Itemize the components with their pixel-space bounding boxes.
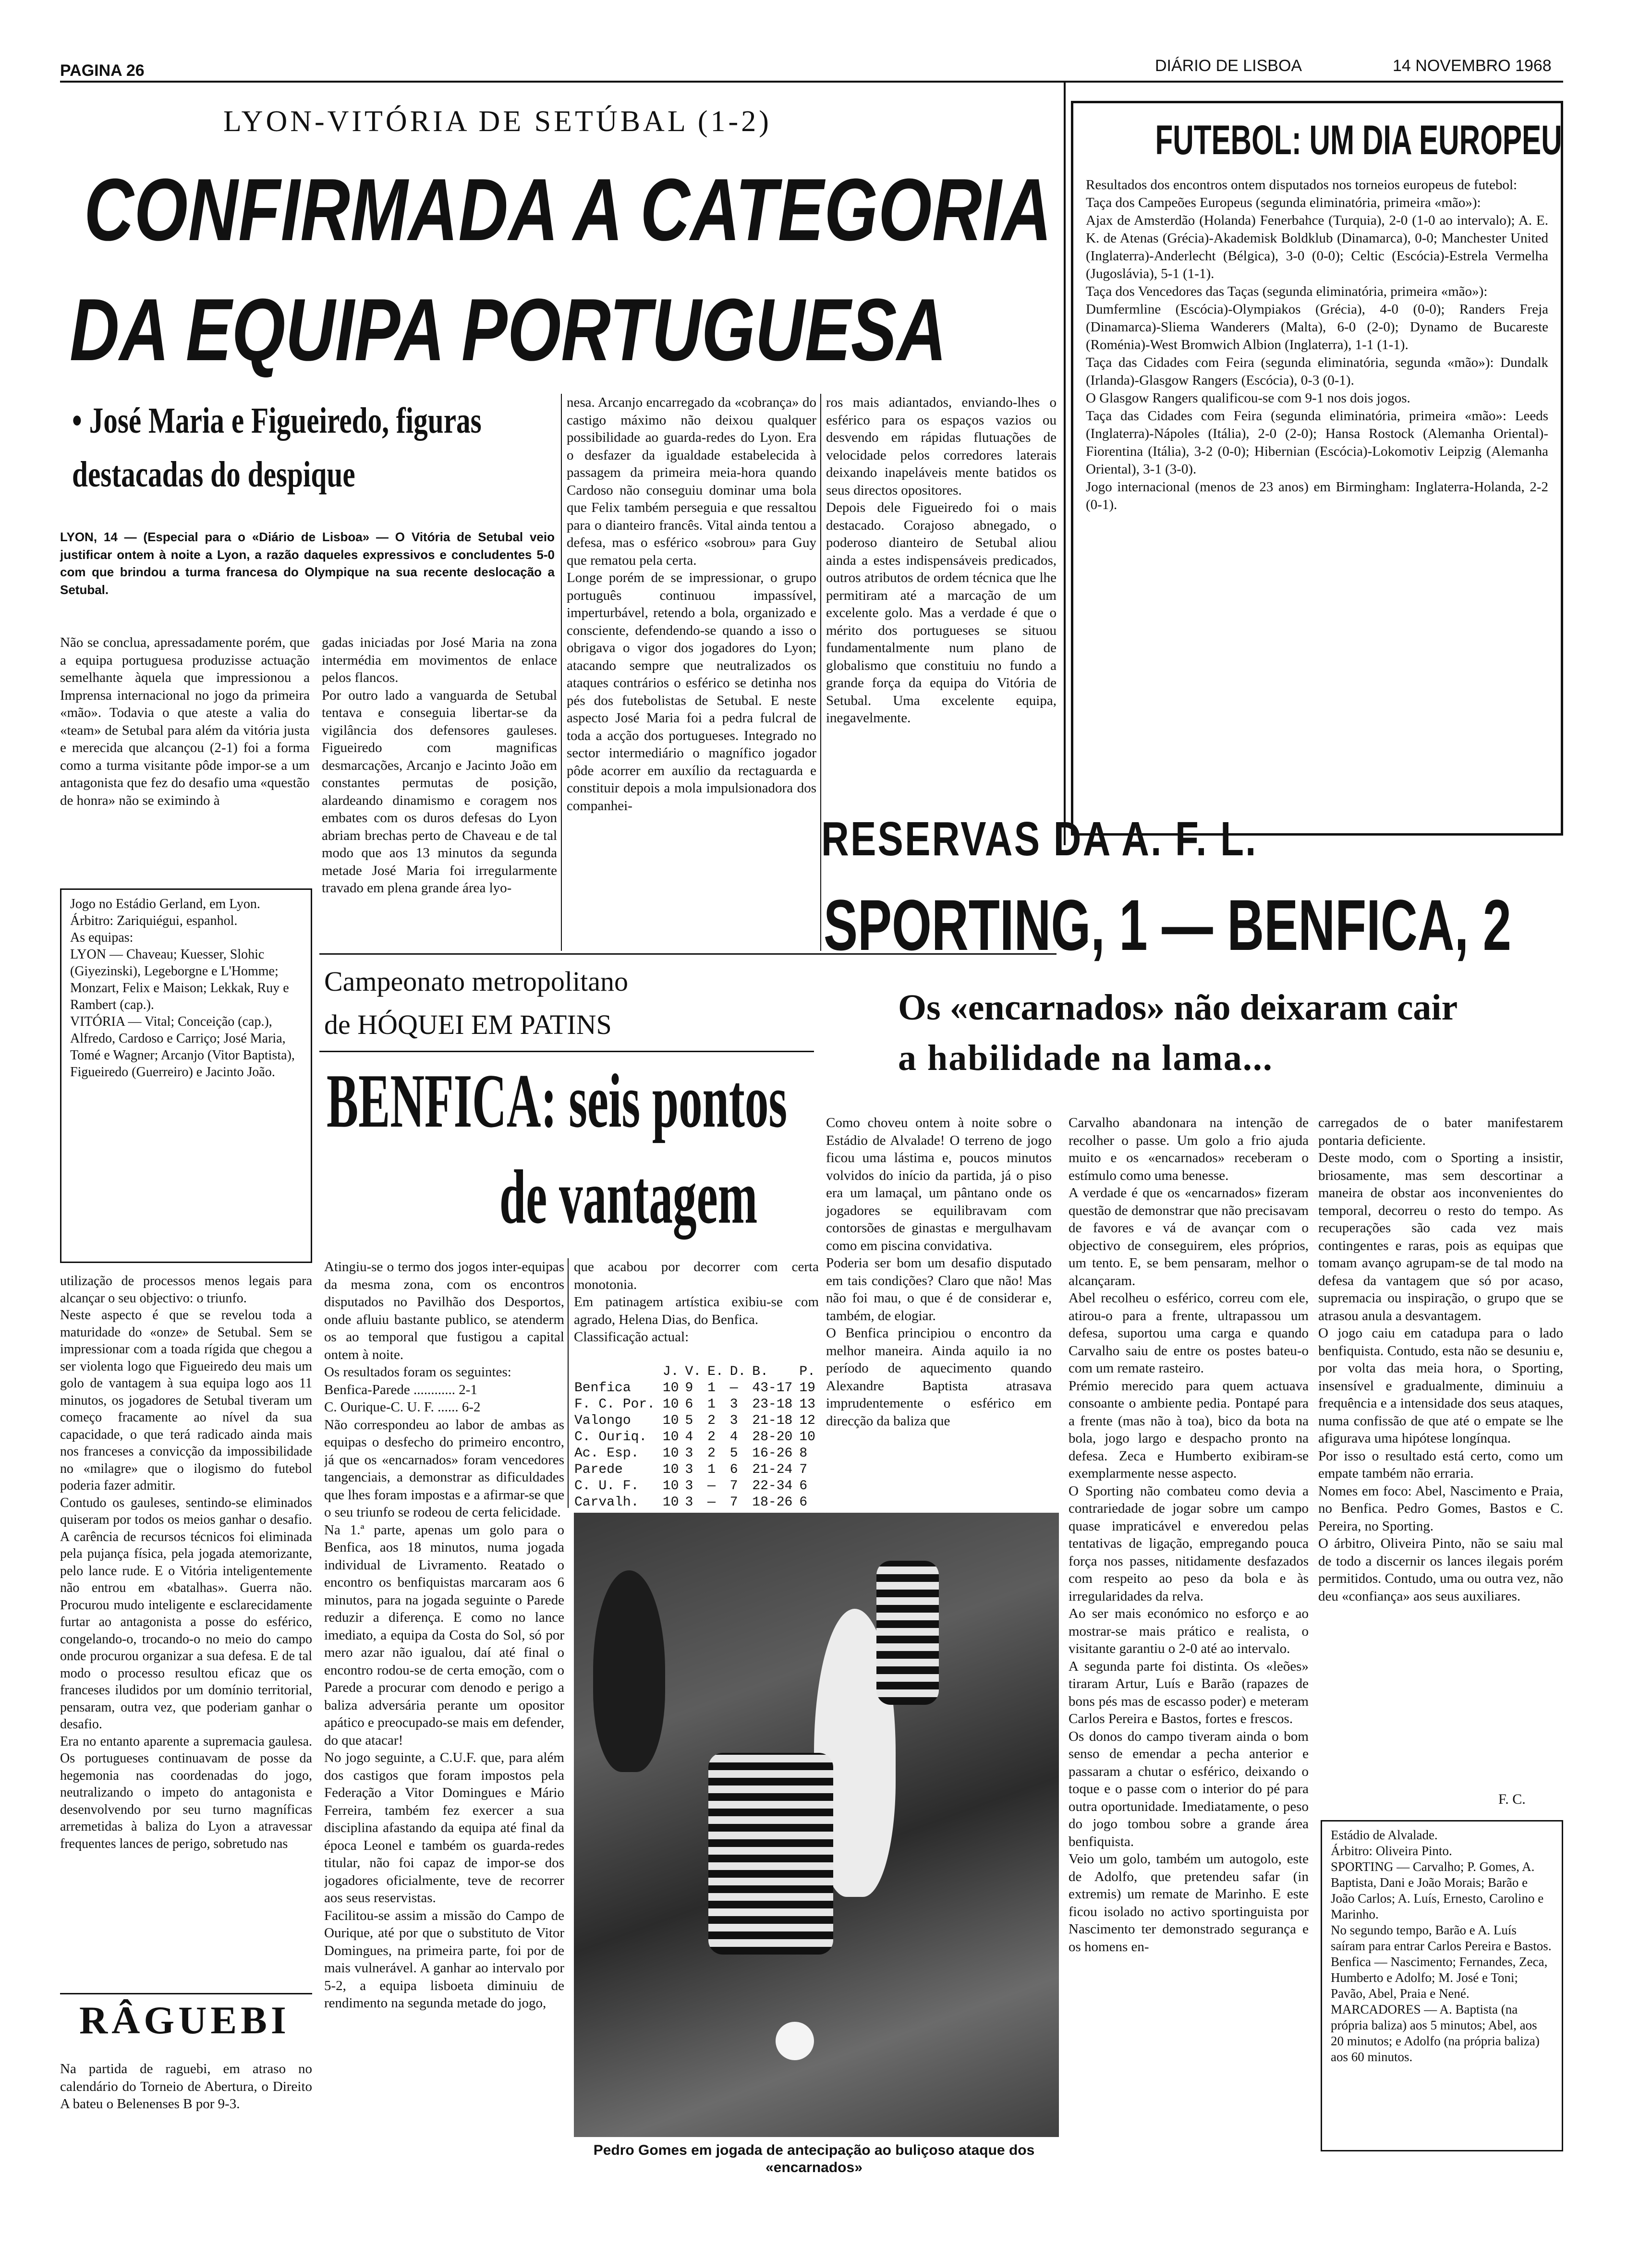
page-number: PAGINA 26 xyxy=(60,61,145,80)
standings-row xyxy=(571,1462,819,1478)
player-figure xyxy=(708,1753,833,1955)
header-rule xyxy=(60,81,1563,83)
ball xyxy=(776,2022,814,2060)
match-photo xyxy=(574,1513,1059,2137)
hoquei-kicker-1: Campeonato metropolitano xyxy=(324,966,629,997)
th-team xyxy=(571,1364,660,1380)
cell-played: 10 xyxy=(662,1381,679,1396)
cell-points: 6 xyxy=(799,1495,808,1510)
standings-row xyxy=(571,1494,819,1511)
afl-column-2: Carvalho abandonara na intenção de recolher o passe. Um golo a frio ajuda muito e os «encarnados» receberam o estímulo como uma benesse. A verdade é que os «encarnados» fizeram questão de demonstrar que não precisavam de favores e vá de avançar com o objectivo de conseguirem, eles próprios, um tento. E, se bem pensaram, melhor o alcançaram. Abel recolheu o esférico, correu com ele, atirou-o para a frente, ultrapassou um defesa, suportou uma carga e quando Carvalho saiu de entre os postes bateu-o com um remate rasteiro. Prémio merecido para quem actuava consoante o ambiente pedia. Pontapé para a frente (mas não à toa), bico da bota na bola, jogo largo e despacho pronto na defesa. Zeca e Humberto exibiram-se exemplarmente nesse aspecto. O Sporting não combateu como devia a contrariedade de jogar sobre um campo quase impraticável e enveredou pelas tentativas de ligação, empregando pouca força nos passes, nitidamente desfazados com respeito ao peso da bola e às irregularidades da relva. Ao ser mais económico no esforço e ao mostrar-se mais prático e realista, o visitante garantiu o 2-0 até ao intervalo. A segunda parte foi distinta. Os «leões» tiraram Artur, Luís e Barão (rapazes de bons pés mas de escasso poder) e meteram Carlos Pereira e Bastos, fortes e frescos. Os donos do campo tiveram ainda o bom senso de emendar a pecha anterior e passaram a chutar o esférico, deixando o toque e o passe com o interior do pé para outra oportunidade. Imediatamente, o peso do jogo tombou sobre a grande área benfiquista. Veio um golo, também um autogolo, este de Adolfo, que pretendeu safar (in extremis) um remate de Marinho. E este ficou isolado no activo sportinguista por Nascimento ter demonstrado segurança e os homens en- xyxy=(1069,1115,1309,1955)
cell-points: 8 xyxy=(799,1446,808,1461)
hoquei-column-1: Atingiu-se o termo dos jogos inter-equipas da mesma zona, com os encontros disputados no Pavilhão dos Desportos, onde afluiu bastante publico, se atenderm os ao temporal que fustigou a capital ontem à noite. Os resultados foram os seguintes: Benfica-Parede ............ 2-1 C. Ourique-C. U. F. ...... 6-2 Não correspondeu ao labor de ambas as equipas o desfecho do primeiro encontro, já que os «encarnados» foram vencedores tangenciais, a demonstrar as dificuldades que lhes foram impostas e a afirmar-se que o seu triunfo se rodeou de certa felicidade. Na 1.ª parte, apenas um golo para o Benfica, aos 18 minutos, numa jogada individual de Livramento. Reatado o encontro os benfiquistas marcaram aos 6 minutos, para na jogada seguinte o Parede reduzir a diferença. E como no lance imediato, a equipa da Costa do Sol, só por mero azar não igualou, daí até final o encontro rodou-se de certa emoção, com o Parede a procurar com denodo e perigo a baliza adversária perante um opositor apático e preocupado-se mais em defender, do que atacar! No jogo seguinte, a C.U.F. que, para além dos castigos que foram impostos pela Federação a Vitor Domingues e Mário Ferreira, também fez exercer a sua disciplina afastando da equipa até final da época Leonel e também os guarda-redes titular, não foi capaz de impor-se dos jogadores oficialmente, teve de recorrer aos seus reservistas. Facilitou-se assim a missão do Campo de Ourique, até por que o substituto de Vitor Domingues, na primeira parte, foi por de mais vulnerável. A ganhar ao intervalo por 5-2, a equipa lisboeta diminuiu de rendimento na segunda metade do jogo, xyxy=(324,1259,564,2011)
cell-points: 12 xyxy=(799,1413,815,1428)
cell-lost: 3 xyxy=(729,1397,738,1412)
hoquei-headline-2: de vantagem xyxy=(499,1154,758,1239)
lyon-column-1: Não se conclua, apressadamente porém, que a equipa portuguesa produzisse actuação semelhante àquela que impressionou a Imprensa internacional no jogo da primeira «mão». Todavia o que ateste a valia do «team» de Setubal para além da vitória justa e merecida que alcançou (2-1) foi a forma como a turma visitante pôde impor-se a um antagonista que fez do desafio uma «questão de honra» não se eximindo à xyxy=(60,635,310,808)
afl-kicker: RESERVAS DA A. F. L. xyxy=(821,812,1258,866)
europe-box xyxy=(1071,101,1563,836)
europe-side-rule xyxy=(1064,82,1066,845)
cell-played: 10 xyxy=(662,1446,679,1461)
standings-row xyxy=(571,1478,819,1494)
cell-goals: 23-18 xyxy=(752,1397,793,1412)
afl-signature: F. C. xyxy=(1498,1791,1526,1807)
standings-row xyxy=(571,1397,819,1413)
cell-goals: 28-20 xyxy=(752,1430,793,1445)
photo-caption: Pedro Gomes em jogada de antecipação ao buliçoso ataque dos «encarnados» xyxy=(593,2142,1035,2175)
lyon-column-1b: utilização de processos menos legais para alcançar o seu objectivo: o triunfo. Neste aspecto é que se revelou toda a maturidade do «onze» de Setubal. Sem se impressionar com a toada rígida que chegou a ser violenta logo que Figueiredo deu mais um golo de vantagem à sua equipa logo aos 11 minutos, os jogadores de Setubal tiveram um começo fracamente ao nível da sua capacidade, o que terá radicado ainda mais nos franceses a convicção da impossibilidade no «milagre» que o ilogismo do futebol poderia fazer admitir. Contudo os gauleses, sentindo-se eliminados quiseram por todos os meios ganhar o desafio. A carência de recursos técnicos foi eliminada pela pujança física, pela jogada atemorizante, pelo lance rude. E o Vitória inteligentemente não entrou em «batalhas». Guerra não. Procurou mudo inteligente e esclarecidamente furtar ao antagonista a posse do esférico, congelando-o, trocando-o no meio do campo onde procurou organizar a sua defesa. E de tal modo o processo resultou eficaz que os franceses iludidos por um domínio territorial, pensaram, outra vez, que poderiam ganhar o desafio. Era no entanto aparente a supremacia gaulesa. Os portugueses continuavam de posse da hegemonia nas coordenadas do jogo, neutralizando o impeto do antagonista e desenvolvendo por seu turno magníficas arremetidas à baliza do Lyon a atravessar frequentes lances de perigo, sobretudo nas xyxy=(60,1274,312,1851)
cell-lost: 5 xyxy=(729,1446,738,1461)
cell-won: 3 xyxy=(685,1446,693,1461)
lyon-subheadline: • José Maria e Figueiredo, figuras destacadas do despique xyxy=(72,401,482,495)
th-won: V. xyxy=(685,1364,702,1379)
cell-points: 13 xyxy=(799,1397,815,1412)
cell-played: 10 xyxy=(662,1430,679,1445)
afl-headline: SPORTING, 1 — BENFICA, 2 xyxy=(824,885,1512,965)
cell-won: 3 xyxy=(685,1462,693,1477)
lyon-headline-1: CONFIRMADA A CATEGORIA xyxy=(84,160,1052,259)
cell-played: 10 xyxy=(662,1397,679,1412)
hoquei-headline-1: BENFICA: seis pontos xyxy=(327,1058,788,1143)
cell-drawn: 2 xyxy=(707,1446,716,1461)
cell-lost: 3 xyxy=(729,1413,738,1428)
newspaper-name: DIÁRIO DE LISBOA xyxy=(1155,57,1302,75)
column-rule xyxy=(561,394,562,951)
europe-text: Resultados dos encontros ontem disputados nos torneios europeus de futebol: Taça dos Campeões Europeus (segunda eliminatória, primeira «mão»): Ajax de Amsterdão (Holanda) Fenerbahce (Turquia), 2-0 (1-0 ao intervalo); A. E. K. de Atenas (Grécia)-Akademisk Boldklub (Dinamarca), 0-0; Manchester United (Inglaterra)-Anderlecht (Bélgica), 3-0 (0-0); Celtic (Escócia)-Estrela Vermelha (Jugoslávia), 5-1 (1-1). Taça dos Vencedores das Taças (segunda eliminatória, primeira «mão»): Dumfermline (Escócia)-Olympiakos (Grécia), 4-0 (0-0); Randers Freja (Dinamarca)-Sliema Wanderers (Malta), 6-0 (2-0); Dynamo de Bucareste (Roménia)-West Bromwich Albion (Inglaterra), 1-1 (1-1). Taça das Cidades com Feira (segunda eliminatória, segunda «mão»): Dundalk (Irlanda)-Glasgow Rangers (Escócia), 0-3 (0-1). O Glasgow Rangers qualificou-se com 9-1 nos dois jogos. Taça das Cidades com Feira (segunda eliminatória, primeira «mão»: Leeds (Inglaterra)-Nápoles (Itália), 2-0 (2-0); Hansa Rostock (Alemanha Oriental)-Fiorentina (Itália), 3-2 (0-0); Hibernian (Escócia)-Lokomotiv Leipzig (Alemanha Oriental), 3-1 (3-0). Jogo internacional (menos de 23 anos) em Birmingham: Inglaterra-Holanda, 2-2 (0-1). xyxy=(1086,177,1548,512)
cell-played: 10 xyxy=(662,1495,679,1510)
hoquei-column-2: que acabou por decorrer com certa monotonia. Em patinagem artística exibiu-se com agrado, Helena Dias, do Benfica. Classificação actual: xyxy=(574,1259,819,1345)
cell-team: C. U. F. xyxy=(574,1479,639,1494)
th-goals: B. xyxy=(752,1364,768,1379)
th-played: J. xyxy=(662,1364,679,1379)
cell-team: Carvalh. xyxy=(574,1495,639,1510)
standings-table xyxy=(571,1364,819,1511)
cell-goals: 16-26 xyxy=(752,1446,793,1461)
cell-points: 10 xyxy=(799,1430,815,1445)
cell-lost: 7 xyxy=(729,1479,738,1494)
cell-played: 10 xyxy=(662,1413,679,1428)
cell-goals: 43-17 xyxy=(752,1381,793,1396)
cell-team: Ac. Esp. xyxy=(574,1446,639,1461)
cell-points: 7 xyxy=(799,1462,808,1477)
afl-column-3: carregados de o bater manifestarem pontaria deficiente. Deste modo, com o Sporting a insistir, briosamente, mas sem descortinar a maneira de obstar aos inconvenientes do temporal, decorreu o resto do tempo. As recuperações são cada vez mais contingentes e raras, pois as equipas que tomam avanço agrupam-se de tal modo na defesa da vantagem que só por acaso, supremacia ou inspiração, o grupo que se atrasou anula a desvantagem. O jogo caiu em catadupa para o lado benfiquista. Contudo, esta não se desuniu e, por volta das meia hora, o Sporting, insensível e gradualmente, diminuiu a frequência e a intensidade dos seus ataques, numa confissão de que até o empate se lhe afigurava uma hipótese longínqua. Por isso o resultado está certo, como um empate também não erraria. Nomes em foco: Abel, Nascimento e Praia, no Benfica. Pedro Gomes, Bastos e C. Pereira, no Sporting. O árbitro, Oliveira Pinto, não se saiu mal de todo a discernir os lances ilegais porém permitidos. Contudo, uma ou outra vez, não deu «confiança» aos seus auxiliares. xyxy=(1318,1115,1563,1604)
cell-team: C. Ouriq. xyxy=(574,1430,647,1445)
cell-lost: 7 xyxy=(729,1495,738,1510)
cell-won: 3 xyxy=(685,1495,693,1510)
th-lost: D. xyxy=(729,1364,746,1379)
cell-team: Valongo xyxy=(574,1413,631,1428)
th-points: P. xyxy=(799,1364,815,1379)
raguebi-title: RÂGUEBI xyxy=(79,1998,290,2042)
lyon-headline-2: DA EQUIPA PORTUGUESA xyxy=(70,280,947,379)
cell-goals: 22-34 xyxy=(752,1479,793,1494)
cell-team: Benfica xyxy=(574,1381,631,1396)
cell-goals: 21-18 xyxy=(752,1413,793,1428)
cell-lost: — xyxy=(729,1381,738,1396)
cell-drawn: 2 xyxy=(707,1413,716,1428)
afl-sub-1: Os «encarnados» não deixaram cair xyxy=(898,987,1458,1028)
cell-team: F. C. Por. xyxy=(574,1397,656,1412)
cell-drawn: — xyxy=(707,1479,716,1494)
raguebi-rule xyxy=(60,1993,312,1994)
cell-won: 9 xyxy=(685,1381,693,1396)
lyon-lineup-box: Jogo no Estádio Gerland, em Lyon. Árbitro: Zariquiégui, espanhol. As equipas: LYON — Chaveau; Kuesser, Slohic (Giyezinski), Legeborgne e L'Homme; Monzart, Felix e Maison; Lekkak, Ruy e Rambert (cap.). VITÓRIA — Vital; Conceição (cap.), Alfredo, Cardoso e Carriço; José Maria, Tomé e Wagner; Arcanjo (Vitor Baptista), Figueiredo (Guerreiro) e Jacinto João. xyxy=(60,888,312,1263)
standings-header xyxy=(571,1364,819,1380)
afl-column-1: Como choveu ontem à noite sobre o Estádio de Alvalade! O terreno de jogo ficou uma lástima e, poucos minutos volvidos do início da partida, já o piso era um lamaçal, um pântano onde os jogadores se equilibravam com contorsões de ginastas e mergulhavam como em piscina convidativa. Poderia ser bom um desafio disputado em tais condições? Claro que não! Mas não foi mau, o que é de considerar e, também, de elogiar. O Benfica principiou o encontro da melhor maneira. Ainda aquilo ia no período de aquecimento quando Alexandre Baptista atrasava imprudentemente o esférico em direcção da baliza que xyxy=(826,1115,1052,1429)
cell-points: 19 xyxy=(799,1381,815,1396)
cell-lost: 6 xyxy=(729,1462,738,1477)
cell-goals: 18-26 xyxy=(752,1495,793,1510)
cell-drawn: 1 xyxy=(707,1462,716,1477)
standings-row xyxy=(571,1380,819,1397)
cell-drawn: 1 xyxy=(707,1381,716,1396)
cell-lost: 4 xyxy=(729,1430,738,1445)
cell-won: 4 xyxy=(685,1430,693,1445)
player-figure xyxy=(593,1570,665,1772)
lyon-column-3: nesa. Arcanjo encarregado da «cobrança» do castigo máximo não deixou qualquer possibilidade ao guarda-redes do Lyon. Era o desfazer da igualdade estabelecida à passagem da primeira meia-hora quando Cardoso não conseguiu dominar uma bola que Felix também perseguia e que ressaltou para o dianteiro francês. Vital ainda tentou a defesa, mas o esférico «sobrou» para Guy que rematou pela certa. Longe porém de se impressionar, o grupo português continuou impassível, imperturbável, retendo a bola, organizado e consciente, defendendo-se quando a isso o obrigava o vigor dos jogadores do Lyon; atacando sempre que neutralizados os ataques contrários o esférico se detinha nos pés dos futebolistas de Setubal. E neste aspecto José Maria foi a pedra fulcral de toda a acção dos portugueses. Integrado no sector intermediário o magnífico jogador pôde acorrer em auxílio da rectaguarda e constituir depois a mola impulsionadora dos companhei- xyxy=(567,395,816,814)
lyon-lead: LYON, 14 — (Especial para o «Diário de Lisboa» — O Vitória de Setubal veio justificar ontem à noite a Lyon, a razão daqueles expressivos e concludentes 5-0 com que brindou a turma francesa do Olympique na sua recente deslocação a Setubal. xyxy=(60,530,555,597)
hoquei-kicker-2: de HÓQUEI EM PATINS xyxy=(324,1009,612,1040)
column-rule xyxy=(820,394,821,951)
column-rule xyxy=(568,1258,569,1508)
cell-team: Parede xyxy=(574,1462,623,1477)
raguebi-text: Na partida de raguebi, em atraso no calendário do Torneio de Abertura, o Direito A bateu o Belenenses B por 9-3. xyxy=(60,2061,312,2112)
cell-drawn: 2 xyxy=(707,1430,716,1445)
player-figure xyxy=(876,1561,939,1705)
lyon-column-2: gadas iniciadas por José Maria na zona intermédia em movimentos de enlace pelos flancos. Por outro lado a vanguarda de Setubal tentava e conseguia libertar-se da vigilância dos defensores gauleses. Figueiredo com magnificas desmarcações, Arcanjo e Jacinto João em constantes permutas de posição, alardeando dinamismo e coragem nos embates com os duros defesas do Lyon abriam brechas perto de Chaveau e de tal modo que aos 13 minutos da segunda metade José Maria foi irregularmente travado em plena grande área lyo- xyxy=(322,635,557,896)
lyon-column-4: ros mais adiantados, enviando-lhes o esférico para os espaços vazios ou desvendo em rápidas flutuações de velocidade pelos corredores laterais deixando inapeláveis mente batidos os seus directos opositores. Depois dele Figueiredo foi o mais destacado. Corajoso abnegado, o poderoso dianteiro de Setubal aliou ainda a estes indispensáveis predicados, outros atributos de ordem técnica que lhe permitiram até a marcação de um excelente golo. Mas a verdade é que o mérito dos portugueses se situou fundamentalmente num plano de globalismo que constituiu no fundo a grande força da equipa do Vitória de Setubal. Uma excelente equipa, inegavelmente. xyxy=(826,395,1057,726)
cell-drawn: 1 xyxy=(707,1397,716,1412)
standings-row xyxy=(571,1429,819,1445)
lyon-kicker: LYON-VITÓRIA DE SETÚBAL (1-2) xyxy=(223,105,772,138)
cell-drawn: — xyxy=(707,1495,716,1510)
cell-points: 6 xyxy=(799,1479,808,1494)
cell-won: 5 xyxy=(685,1413,693,1428)
issue-date: 14 NOVEMBRO 1968 xyxy=(1393,57,1552,75)
cell-goals: 21-24 xyxy=(752,1462,793,1477)
cell-played: 10 xyxy=(662,1479,679,1494)
standings-row xyxy=(571,1413,819,1429)
th-drawn: E. xyxy=(707,1364,724,1379)
europe-title: FUTEBOL: UM DIA EUROPEU xyxy=(1155,117,1562,163)
standings-row xyxy=(571,1445,819,1462)
afl-sub-2: a habilidade na lama... xyxy=(898,1038,1273,1078)
cell-played: 10 xyxy=(662,1462,679,1477)
afl-lineup-box: Estádio de Alvalade. Árbitro: Oliveira Pinto. SPORTING — Carvalho; P. Gomes, A. Baptista, Dani e João Morais; Barão e João Carlos; A. Luís, Ernesto, Carolino e Marinho. No segundo tempo, Barão e A. Luís saíram para entrar Carlos Pereira e Bastos. Benfica — Nascimento; Fernandes, Zeca, Humberto e Adolfo; M. José e Toni; Pavão, Abel, Praia e Nené. MARCADORES — A. Baptista (na própria baliza) aos 5 minutos; Abel, aos 20 minutos; e Adolfo (na própria baliza) aos 60 minutos. xyxy=(1321,1820,1563,2151)
hoquei-kicker-rule xyxy=(319,1051,814,1052)
cell-won: 3 xyxy=(685,1479,693,1494)
cell-won: 6 xyxy=(685,1397,693,1412)
